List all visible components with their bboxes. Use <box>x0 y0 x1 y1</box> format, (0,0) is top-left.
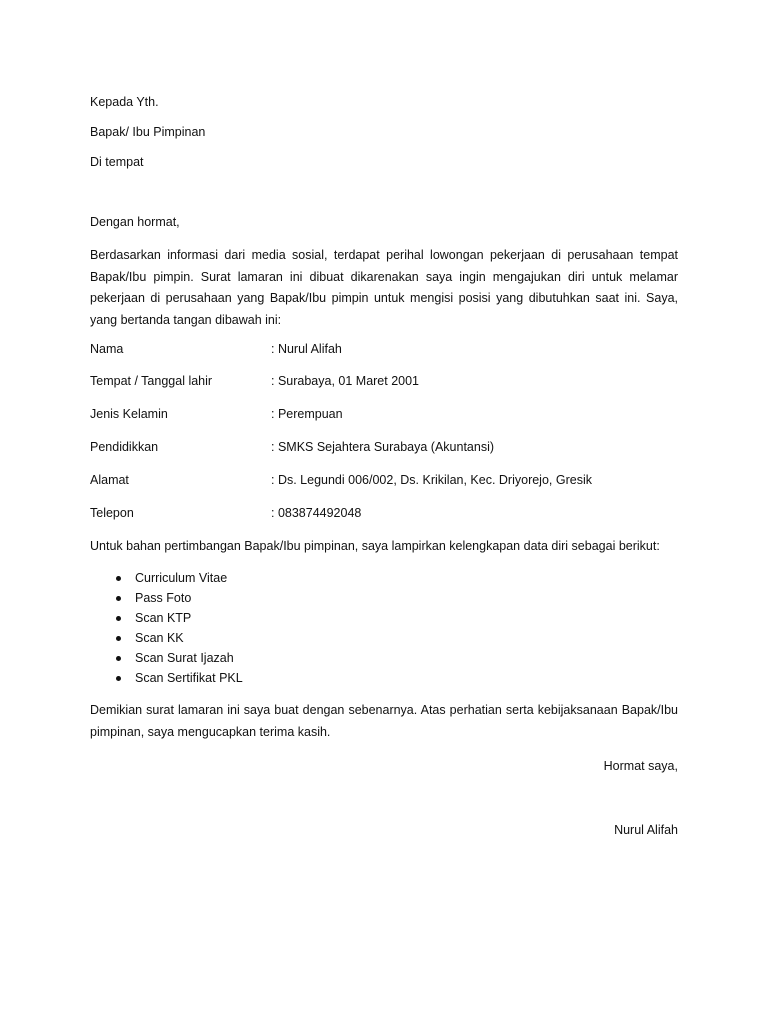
attachments-list <box>90 570 243 690</box>
field-label-ttl: Tempat / Tanggal lahir <box>90 374 213 388</box>
field-value-ttl: : Surabaya, 01 Maret 2001 <box>271 374 420 388</box>
list-item <box>90 610 243 630</box>
field-label-jenis-kelamin: Jenis Kelamin <box>90 407 168 421</box>
intro-paragraph: Berdasarkan informasi dari media sosial, terdapat perihal lowongan pekerjaan di perusahaan tempat Bapak/Ibu pimpin. Surat lamaran ini dibuat dikarenakan saya ingin mengajukan diri untuk melamar pekerjaan di perusahaan yang Bapak/Ibu pimpin untuk mengisi posisi yang dibutuhkan saat ini. Saya, yang bertanda tangan dibawah ini: <box>90 248 678 327</box>
attachments-intro: Untuk bahan pertimbangan Bapak/Ibu pimpinan, saya lampirkan kelengkapan data diri sebagai berikut: <box>90 539 660 553</box>
field-value-telepon: : 083874492048 <box>271 506 362 520</box>
bullet-icon <box>116 676 121 681</box>
bullet-icon <box>116 576 121 581</box>
closing-paragraph: Demikian surat lamaran ini saya buat dengan sebenarnya. Atas perhatian serta kebijaksanaan Bapak/Ibu pimpinan, saya mengucapkan terima kasih. <box>90 703 678 739</box>
field-value-alamat: : Ds. Legundi 006/002, Ds. Krikilan, Kec. Driyorejo, Gresik <box>271 473 592 487</box>
field-value-jenis-kelamin: : Perempuan <box>271 407 343 421</box>
signoff: Hormat saya, <box>603 759 678 773</box>
list-item <box>90 590 243 610</box>
attachment-label: Scan KTP <box>135 611 192 625</box>
recipient-line-1: Kepada Yth. <box>90 95 159 109</box>
bullet-icon <box>116 596 121 601</box>
bullet-icon <box>116 616 121 621</box>
greeting: Dengan hormat, <box>90 215 180 229</box>
attachment-label: Scan Sertifikat PKL <box>135 671 243 685</box>
recipient-line-2: Bapak/ Ibu Pimpinan <box>90 125 206 139</box>
bullet-icon <box>116 656 121 661</box>
attachment-label: Scan KK <box>135 631 184 645</box>
list-item <box>90 670 243 690</box>
field-label-pendidikan: Pendidikkan <box>90 440 159 454</box>
field-label-telepon: Telepon <box>90 506 134 520</box>
field-label-nama: Nama <box>90 342 124 356</box>
field-value-pendidikan: : SMKS Sejahtera Surabaya (Akuntansi) <box>271 440 495 454</box>
attachment-label: Curriculum Vitae <box>135 571 228 585</box>
list-item <box>90 650 243 670</box>
bullet-icon <box>116 636 121 641</box>
field-label-alamat: Alamat <box>90 473 129 487</box>
attachment-label: Pass Foto <box>135 591 192 605</box>
recipient-line-3: Di tempat <box>90 155 144 169</box>
list-item <box>90 630 243 650</box>
list-item <box>90 570 243 590</box>
signature-name: Nurul Alifah <box>614 823 678 837</box>
field-value-nama: : Nurul Alifah <box>271 342 342 356</box>
attachment-label: Scan Surat Ijazah <box>135 651 234 665</box>
